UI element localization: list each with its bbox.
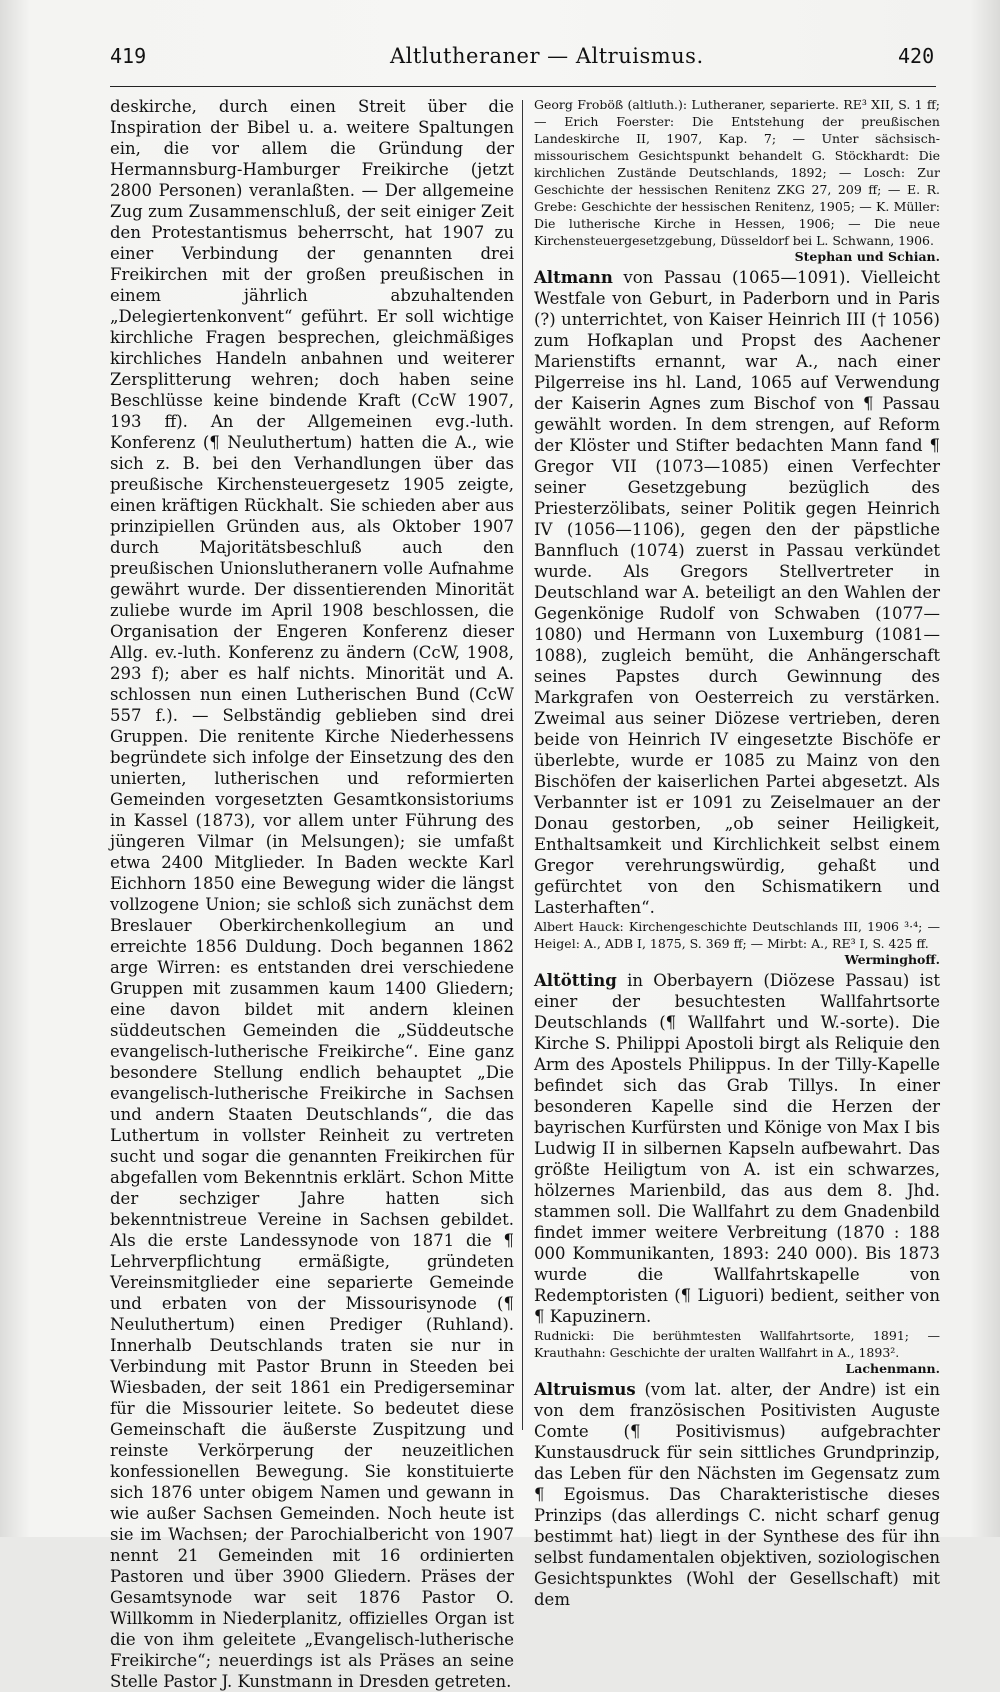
- entry-altoetting-text: in Oberbayern (Diözese Passau) ist einer der besuchtesten Wallfahrtsorte Deutschlands (¶ Wallfahrt und W.-sorte). Die Kirche S. Philippi Apostoli birgt als Reliquie den Arm des Apostels Philippus. In der Tilly-Kapelle befindet sich das Grab Tillys. In einer besonderen Kapelle sind die Herzen der bayrischen Kurfürsten und Könige von Max I bis Ludwig II in silbernen Kapseln aufbewahrt. Das größte Heiligtum von A. ist ein schwarzes, hölzernes Marienbild, das aus dem 8. Jhd. stammen soll. Die Wallfahrt zu dem Gnadenbild findet immer weitere Verbreitung (1870 : 188 000 Kommunikanten, 1893: 240 000). Bis 1873 wurde die Wallfahrtskapelle von Redemptoristen (¶ Liguori) bedient, seither von ¶ Kapuzinern.: [534, 971, 940, 1326]
- right-column: [534, 96, 940, 1610]
- entry-altoetting: [534, 970, 940, 1327]
- left-paragraph: deskirche, durch einen Streit über die Inspiration der Bibel u. a. weitere Spaltungen ein, die vor allem die Gründung der Hermannsburg-Hamburger Freikirche (jetzt 2800 Personen) veranlaßten. — Der allgemeine Zug zum Zusammenschluß, der seit einiger Zeit den Protestantismus beherrscht, hat 1907 zu einer Verbindung der genannten drei Freikirchen mit der großen preußischen in einem jährlich abzuhaltenden „Delegiertenkonvent“ geführt. Er soll wichtige kirchliche Fragen besprechen, gleichmäßiges kirchliches Handeln anbahnen und weiterer Zersplitterung wehren; doch haben seine Beschlüsse keine bindende Kraft (CcW 1907, 193 ff). An der Allgemeinen evg.-luth. Konferenz (¶ Neuluthertum) hatten die A., wie sich z. B. bei den Verhandlungen über das preußische Kirchensteuergesetz 1905 zeigte, einen kräftigen Rückhalt. Sie schieden aber aus prinzipiellen Gründen aus, als Oktober 1907 durch Majoritätsbeschluß auch den preußischen Unionslutheranern volle Aufnahme gewährt wurde. Der dissentierenden Minorität zuliebe wurde im April 1908 beschlossen, die Organisation der Engeren Konferenz dieser Allg. ev.-luth. Konferenz zu ändern (CcW, 1908, 293 f); aber es half nichts. Minorität und A. schlossen nun einen Lutherischen Bund (CcW 557 f.). — Selbständig geblieben sind drei Gruppen. Die renitente Kirche Niederhessens begründete sich infolge der Einsetzung des den unierten, lutherischen und reformierten Gemeinden vorgesetzten Gesamtkonsistoriums in Kassel (1873), vor allem unter Führung des jüngeren Vilmar (in Melsungen); sie umfaßt etwa 2400 Mitglieder. In Baden weckte Karl Eichhorn 1850 eine Bewegung wider die längst vollzogene Union; sie schloß sich zunächst dem Breslauer Oberkirchenkollegium an und erreichte 1856 Duldung. Doch begannen 1862 arge Wirren: es entstanden drei verschiedene Gruppen mit zusammen kaum 1400 Gliedern; eine davon bildet mit andern kleinen süddeutschen Gemeinden die „Süddeutsche evangelisch-lutherische Freikirche“. Eine ganz besondere Stellung endlich behauptet „Die evangelisch-lutherische Freikirche in Sachsen und andern Staaten Deutschlands“, die das Luthertum in vollster Reinheit zu vertreten sucht und sogar die genannten Freikirchen für abgefallen vom Bekenntnis erklärt. Schon Mitte der sechziger Jahre hatten sich bekenntnistreue Vereine in Sachsen gebildet. Als die erste Landessynode von 1871 die ¶ Lehrverpflichtung ermäßigte, gründeten Vereinsmitglieder eine separierte Gemeinde und erbaten von der Missourisynode (¶ Neuluthertum) einen Prediger (Ruhland). Innerhalb Deutschlands traten sie nur in Verbindung mit Pastor Brunn in Steeden bei Wiesbaden, der seit 1861 ein Predigerseminar für die Missourier leitete. So bedeutet diese Gemeinschaft die äußerste Zuspitzung und reinste Verkörperung der neuzeitlichen konfessionellen Bewegung. Sie konstituierte sich 1876 unter obigem Namen und gewann in wie außer Sachsen Gemeinden. Noch heute ist sie im Wachsen; der Parochialbericht von 1907 nennt 21 Gemeinden mit 16 ordinierten Pastoren und über 3900 Gliedern. Präses der Gesamtsynode war seit 1876 Pastor O. Willkomm in Niederplanitz, offizielles Organ ist die von ihm geleitete „Evangelisch-lutherische Freikirche“; neuerdings ist als Präses an seine Stelle Pastor J. Kunstmann in Dresden getreten.: [110, 97, 514, 1691]
- left-column: [110, 96, 514, 1692]
- lemma-altmann: Altmann: [534, 268, 613, 287]
- entry-altmann-text: von Passau (1065—1091). Vielleicht Westfale von Geburt, in Paderborn und in Paris (?) unterrichtet, von Kaiser Heinrich III († 1056) zum Hofkaplan und Propst des Aachener Marienstifts ernannt, war A., nach einer Pilgerreise ins hl. Land, 1065 auf Verwendung der Kaiserin Agnes zum Bischof von ¶ Passau gewählt worden. In dem strengen, auf Reform der Klöster und Stifter bedachten Mann fand ¶ Gregor VII (1073—1085) einen Verfechter seiner Gesetzgebung bezüglich des Priesterzölibats, seiner Politik gegen Heinrich IV (1056—1106), gegen den der päpstliche Bannfluch (1074) zuerst in Passau verkündet wurde. Als Gregors Stellvertreter in Deutschland war A. beteiligt an den Wahlen der Gegenkönige Rudolf von Schwaben (1077—1080) und Hermann von Luxemburg (1081—1088), zugleich bemüht, die Anhängerschaft seines Papstes durch Gewinnung des Markgrafen von Oesterreich zu verstärken. Zweimal aus seiner Diözese vertrieben, deren beide von Heinrich IV eingesetzte Bischöfe er überlebte, wurde er 1085 zu Mainz von den Bischöfen der kaiserlichen Partei abgesetzt. Als Verbannter ist er 1091 zu Zeiselmauer an der Donau gestorben, „ob seiner Heiligkeit, Enthaltsamkeit und Kirchlichkeit selbst einem Gregor verehrungswürdig, gehaßt und gefürchtet von den Schismatikern und Lasterhaften“.: [534, 268, 940, 917]
- signature-altlutheraner: Stephan und Schian.: [794, 249, 940, 264]
- header-rule: [110, 86, 936, 87]
- signature-altmann: Werminghoff.: [844, 952, 940, 967]
- entry-altruismus: [534, 1379, 940, 1610]
- bibliography-altlutheraner: Georg Froböß (altluth.): Lutheraner, separierte. RE³ XII, S. 1 ff; — Erich Foerster: Die Entstehung der preußischen Landeskirche II, 1907, Kap. 7; — Unter sächsisch-missourischem Gesichtspunkt behandelt G. Stöckhardt: Die kirchlichen Zustände Deutschlands, 1892; — Losch: Zur Geschichte der hessischen Renitenz ZKG 27, 209 ff; — E. R. Grebe: Geschichte der hessischen Renitenz, 1905; — K. Müller: Die lutherische Kirche in Hessen, 1906; — Die neue Kirchensteuergesetzgebung, Düsseldorf bei L. Schwann, 1906.: [534, 97, 940, 248]
- bibliography-altoetting: Rudnicki: Die berühmtesten Wallfahrtsorte, 1891; — Krauthahn: Geschichte der uralten Wallfahrt in A., 1893².: [534, 1328, 940, 1360]
- page-number-right: 420: [898, 44, 935, 68]
- running-title: Altlutheraner — Altruismus.: [390, 44, 704, 68]
- entry-altruismus-text: (vom lat. alter, der Andre) ist ein von dem französischen Positivisten Auguste Comte (¶ Positivismus) aufgebrachter Kunstausdruck für sein sittliches Grundprinzip, das Leben für den Nächsten im Gegensatz zum ¶ Egoismus. Das Charakteristische dieses Prinzips (das allerdings C. nicht scharf genug bestimmt hat) liegt in der Synthese des für ihn selbst fundamentalen objektiven, soziologischen Gesichtspunktes (Wohl der Gesellschaft) mit dem: [534, 1380, 940, 1609]
- lemma-altoetting: Altötting: [534, 971, 617, 990]
- lemma-altruismus: Altruismus: [534, 1380, 636, 1399]
- signature-altoetting: Lachenmann.: [845, 1361, 940, 1376]
- entry-altmann: [534, 267, 940, 918]
- column-divider: [522, 100, 523, 1430]
- page-number-left: 419: [110, 44, 147, 68]
- bibliography-altmann: Albert Hauck: Kirchengeschichte Deutschlands III, 1906 ³·⁴; — Heigel: A., ADB I, 1875, S. 369 ff; — Mirbt: A., RE³ I, S. 425 ff.: [534, 919, 940, 951]
